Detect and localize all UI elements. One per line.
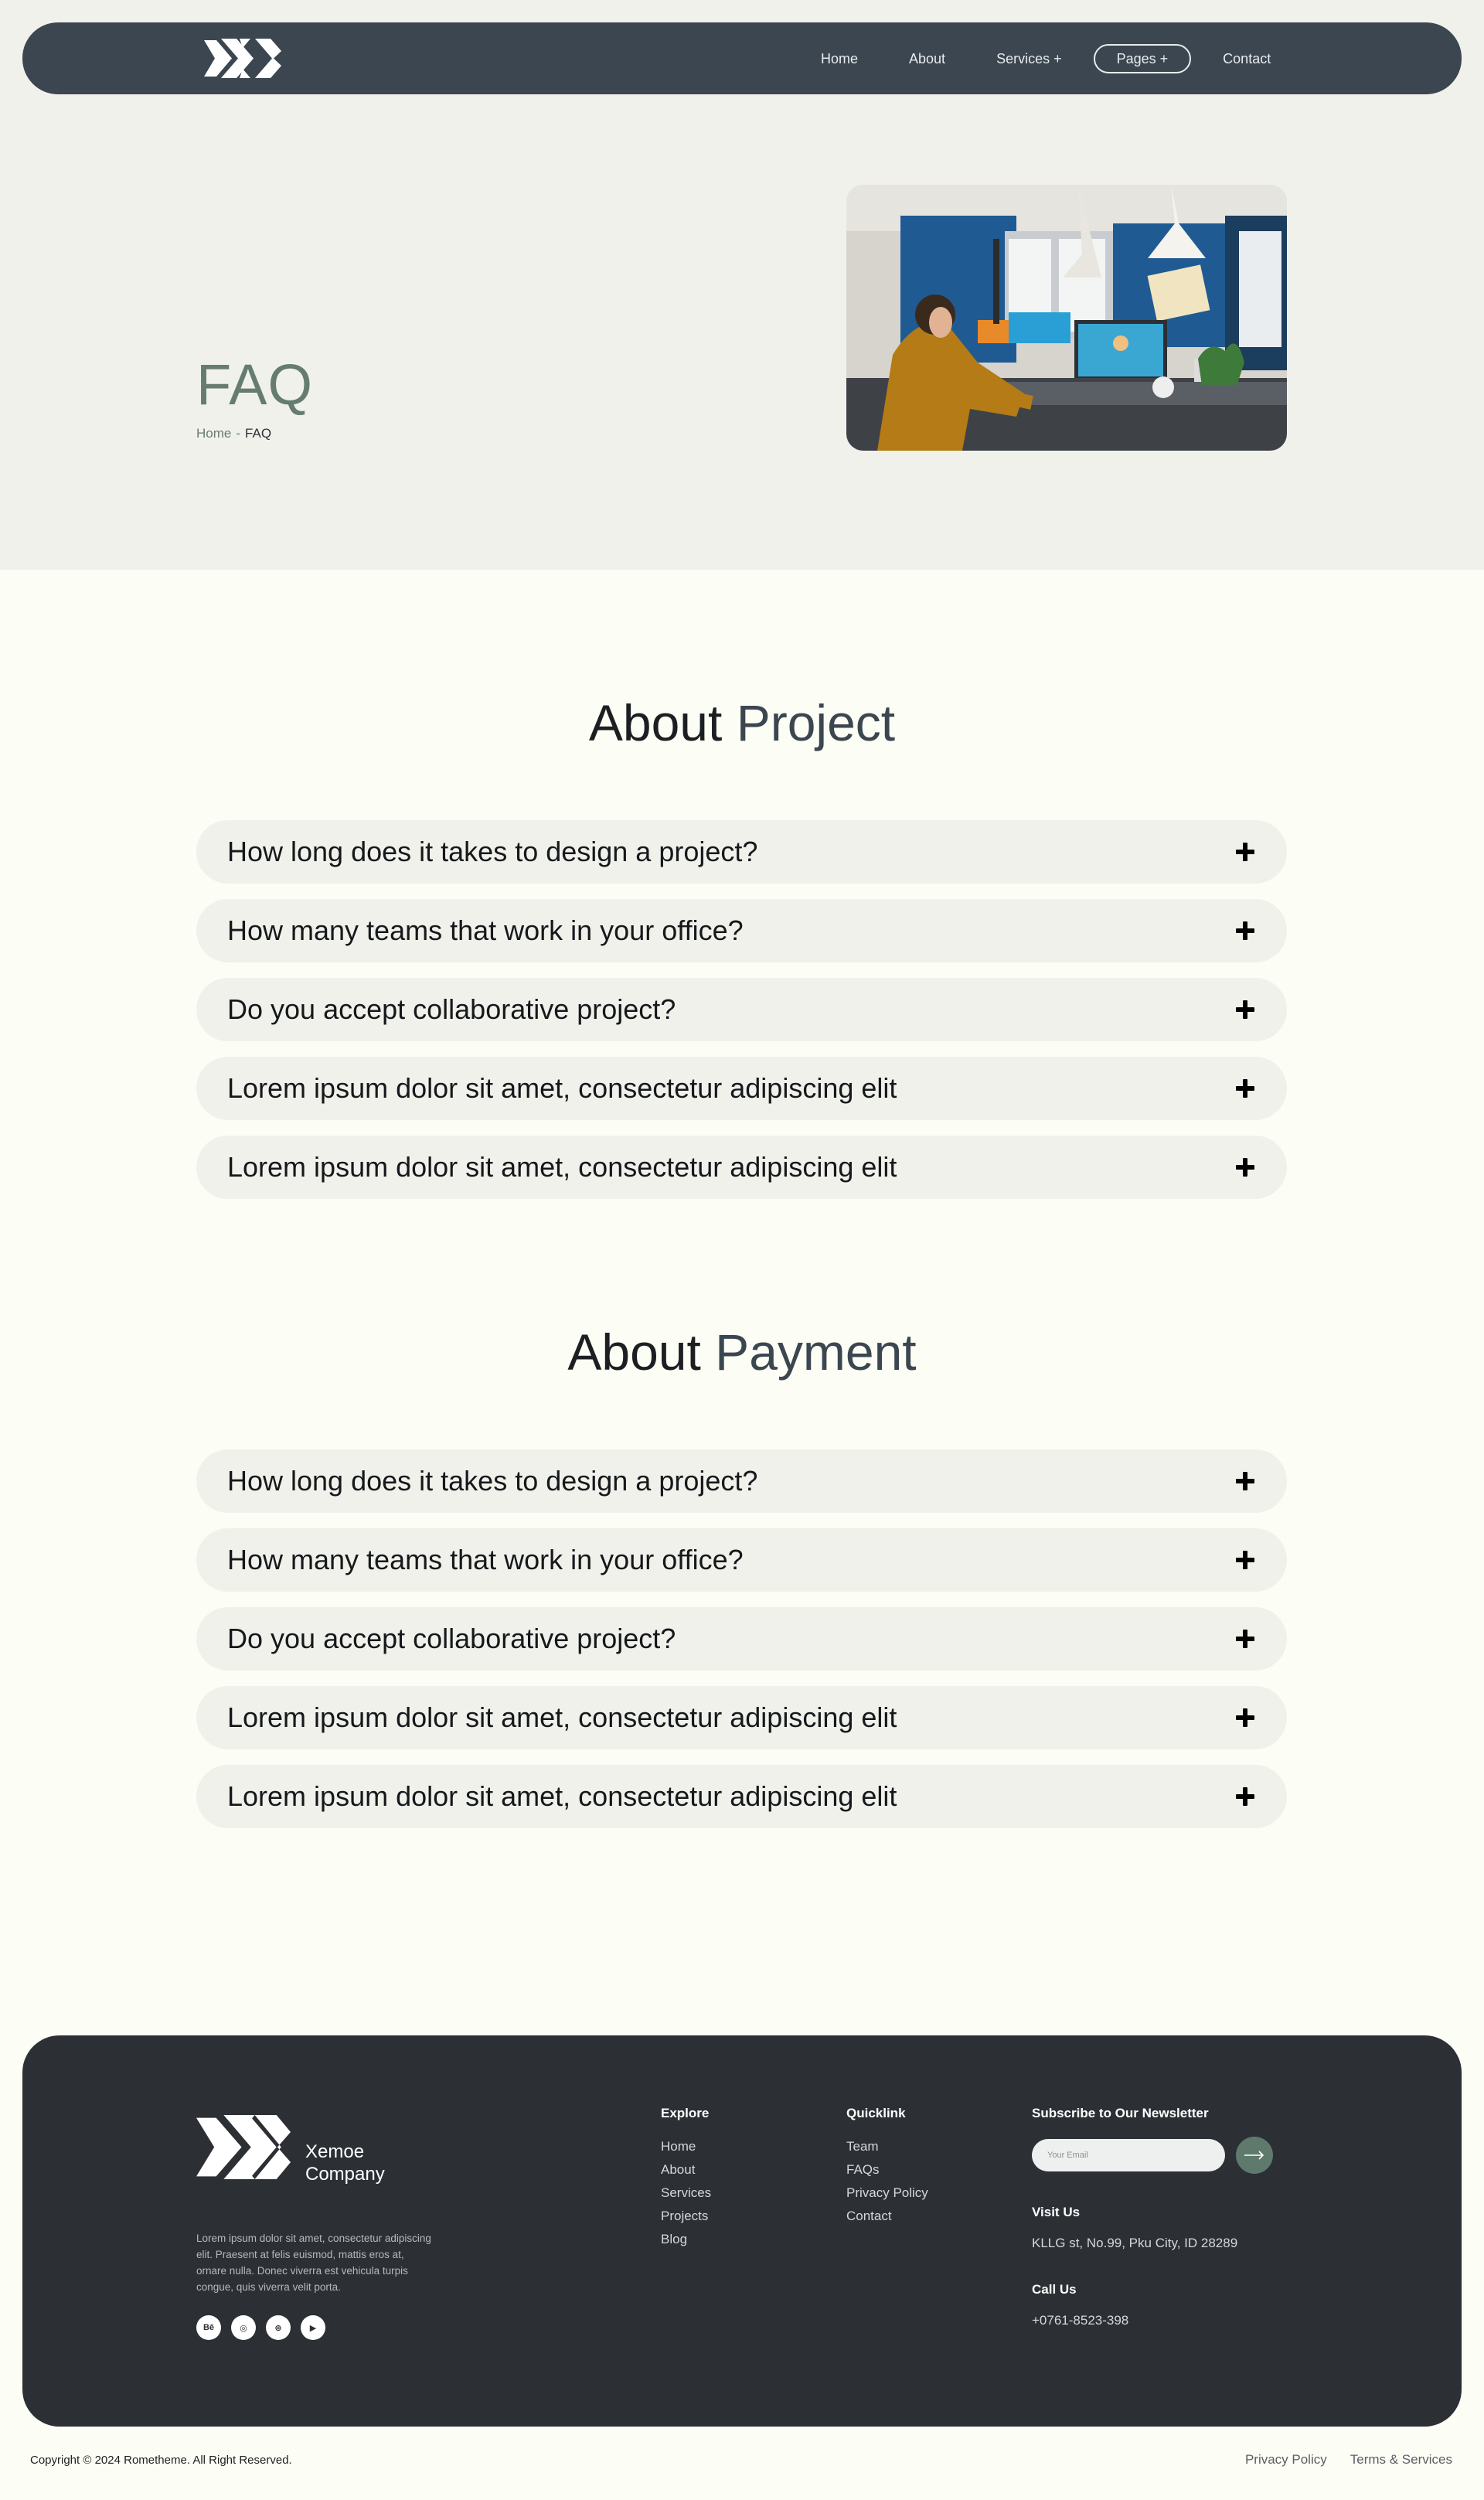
nav-menu: [795, 22, 1296, 94]
call-heading: Call Us: [1032, 2282, 1077, 2297]
footer-explore-heading: Explore: [661, 2106, 710, 2120]
faq-question: Do you accept collaborative project?: [227, 1623, 676, 1654]
plus-icon[interactable]: [1236, 1708, 1254, 1727]
breadcrumb: [196, 426, 271, 441]
faq-question: How long does it takes to design a project?: [227, 1465, 758, 1497]
faq-item[interactable]: [196, 820, 1287, 884]
section-title-accent: Project: [736, 694, 896, 751]
bottom-links: [1245, 2452, 1452, 2468]
footer-link-home[interactable]: Home: [661, 2139, 696, 2154]
footer-explore-column: [661, 2106, 711, 2251]
faq-item[interactable]: [196, 1528, 1287, 1592]
footer-quicklink-heading: Quicklink: [846, 2106, 906, 2120]
footer-quicklink-column: [846, 2106, 928, 2228]
plus-icon[interactable]: [1236, 1787, 1254, 1806]
section-title-main: About: [567, 1323, 701, 1381]
faq-question: How many teams that work in your office?: [227, 1544, 744, 1575]
section-title-project: [0, 693, 1484, 752]
faq-item[interactable]: [196, 1449, 1287, 1513]
breadcrumb-home-link[interactable]: Home: [196, 426, 232, 441]
visit-heading: Visit Us: [1032, 2205, 1081, 2219]
plus-icon[interactable]: [1236, 921, 1254, 940]
footer-link-services[interactable]: Services: [661, 2185, 712, 2200]
section-title-accent: Payment: [715, 1323, 917, 1381]
newsletter-heading: Subscribe to Our Newsletter: [1032, 2106, 1209, 2120]
plus-icon[interactable]: [1236, 1158, 1254, 1177]
nav-item-about[interactable]: About: [909, 50, 946, 66]
faq-question: Lorem ipsum dolor sit amet, consectetur adipiscing elit: [227, 1151, 897, 1183]
footer-link-faqs[interactable]: FAQs: [846, 2162, 880, 2177]
nav-item-contact[interactable]: Contact: [1223, 50, 1271, 66]
instagram-icon[interactable]: ◎: [231, 2315, 256, 2340]
top-navbar: [22, 22, 1462, 94]
footer-brand-line2: Company: [305, 2164, 385, 2185]
faq-item[interactable]: [196, 978, 1287, 1041]
footer-link-projects[interactable]: Projects: [661, 2209, 709, 2223]
faq-question: Lorem ipsum dolor sit amet, consectetur adipiscing elit: [227, 1072, 897, 1104]
terms-link[interactable]: Terms & Services: [1350, 2452, 1452, 2467]
privacy-policy-link[interactable]: Privacy Policy: [1244, 2452, 1327, 2467]
faq-question: Lorem ipsum dolor sit amet, consectetur adipiscing elit: [227, 1701, 897, 1733]
plus-icon[interactable]: [1236, 1472, 1254, 1490]
footer-link-team[interactable]: Team: [846, 2139, 879, 2154]
youtube-icon[interactable]: ▶: [301, 2315, 325, 2340]
nav-item-pages[interactable]: Pages +: [1094, 44, 1192, 73]
footer-description: Lorem ipsum dolor sit amet, consectetur adipiscing elit. Praesent at felis euismod, mattis eros at, ornare nulla. Donec viverra est vehicula turpis congue, quis viverra velit porta.: [196, 2233, 431, 2293]
social-links: [196, 2315, 325, 2340]
section-title-main: About: [588, 694, 723, 751]
faq-item[interactable]: [196, 1136, 1287, 1199]
footer-brand-line1: Xemoe: [305, 2141, 365, 2162]
behance-icon[interactable]: Bē: [196, 2315, 221, 2340]
plus-icon[interactable]: [1236, 1630, 1254, 1648]
company-logo[interactable]: [204, 39, 281, 78]
site-footer: [22, 2035, 1462, 2427]
faq-item[interactable]: [196, 899, 1287, 962]
footer-link-blog[interactable]: Blog: [661, 2232, 688, 2246]
copyright-text: Copyright © 2024 Rometheme. All Right Reserved.: [30, 2454, 292, 2467]
faq-question: How many teams that work in your office?: [227, 915, 744, 946]
faq-item[interactable]: [196, 1607, 1287, 1671]
breadcrumb-current: FAQ: [245, 426, 272, 441]
plus-icon[interactable]: [1236, 1551, 1254, 1569]
plus-icon[interactable]: [1236, 1079, 1254, 1098]
newsletter-block: [1032, 2106, 1310, 2328]
visit-address: KLLG st, No.99, Pku City, ID 28289: [1032, 2236, 1238, 2250]
faq-item[interactable]: [196, 1765, 1287, 1828]
plus-icon[interactable]: [1236, 843, 1254, 861]
page-title: FAQ: [196, 353, 314, 417]
footer-link-privacy[interactable]: Privacy Policy: [846, 2185, 928, 2200]
call-phone[interactable]: +0761-8523-398: [1032, 2313, 1129, 2328]
newsletter-submit-button[interactable]: [1236, 2137, 1273, 2174]
breadcrumb-separator: -: [236, 426, 241, 441]
footer-link-about[interactable]: About: [661, 2162, 696, 2177]
section-title-payment: [0, 1323, 1484, 1381]
faq-item[interactable]: [196, 1057, 1287, 1120]
newsletter-form: [1032, 2137, 1310, 2174]
faq-question: Lorem ipsum dolor sit amet, consectetur adipiscing elit: [227, 1780, 897, 1812]
hero-office-photo: [846, 185, 1287, 451]
footer-brand-name: [305, 2141, 385, 2185]
footer-logo[interactable]: [196, 2115, 291, 2179]
faq-item[interactable]: [196, 1686, 1287, 1749]
plus-icon[interactable]: [1236, 1000, 1254, 1019]
footer-link-contact[interactable]: Contact: [846, 2209, 892, 2223]
newsletter-email-input[interactable]: [1032, 2139, 1225, 2171]
faq-list-project: [196, 820, 1287, 1214]
arrow-right-icon: [1244, 2151, 1264, 2160]
faq-question: Do you accept collaborative project?: [227, 993, 676, 1025]
faq-question: How long does it takes to design a project?: [227, 836, 758, 867]
nav-item-home[interactable]: Home: [821, 50, 859, 66]
nav-item-services[interactable]: Services +: [996, 50, 1062, 66]
faq-list-payment: [196, 1449, 1287, 1844]
dribbble-icon[interactable]: ⊛: [266, 2315, 291, 2340]
